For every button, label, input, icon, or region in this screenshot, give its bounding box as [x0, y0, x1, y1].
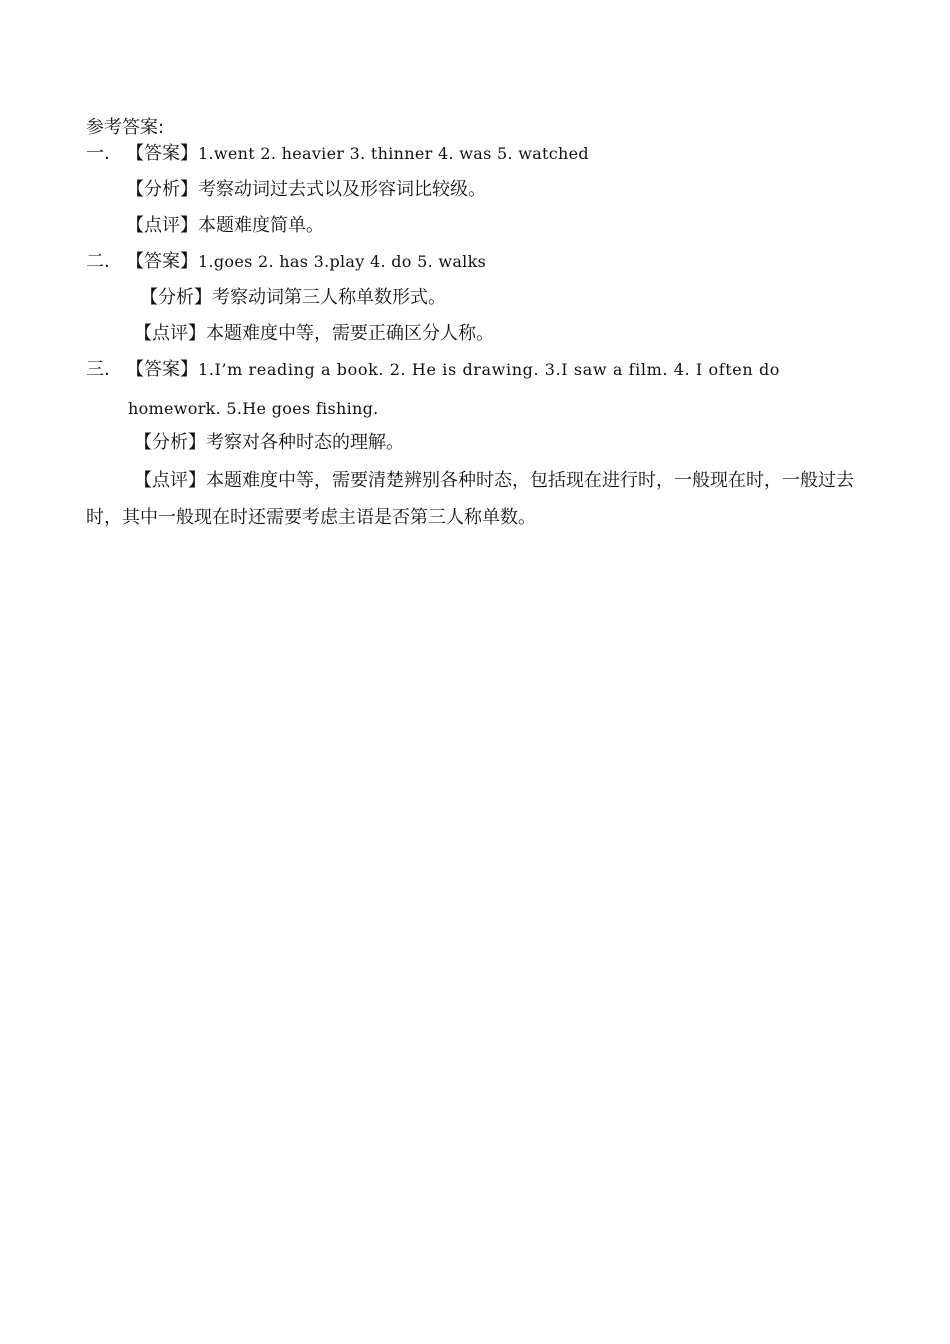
- section-2-analysis: 【分析】考察动词第三人称单数形式。: [140, 287, 446, 308]
- section-3-answer-continuation: homework. 5.He goes fishing.: [128, 399, 379, 418]
- section-2-answer-text: 1.goes 2. has 3.play 4. do 5. walks: [198, 252, 487, 271]
- section-3-number: 三.: [86, 359, 110, 380]
- section-1-answer-line: [86, 142, 589, 166]
- section-1-comment: 【点评】本题难度简单。: [126, 215, 324, 236]
- section-2-number: 二.: [86, 251, 110, 272]
- answer-key-heading: 参考答案:: [86, 117, 165, 138]
- section-2-answer-line: [86, 250, 486, 274]
- section-2-comment: 【点评】本题难度中等，需要正确区分人称。: [134, 323, 494, 344]
- section-1-analysis: 【分析】考察动词过去式以及形容词比较级。: [126, 179, 486, 200]
- section-3-answer-line: [86, 358, 780, 382]
- section-3-comment: 【点评】本题难度中等，需要清楚辨别各种时态，包括现在进行时，一般现在时，一般过去时，其中一般现在时还需要考虑主语是否第三人称单数。: [86, 470, 854, 528]
- section-1-answer-tag: 【答案】: [126, 143, 198, 164]
- section-1-answer-text: 1.went 2. heavier 3. thinner 4. was 5. watched: [198, 144, 589, 163]
- section-3-answer-tag: 【答案】: [126, 359, 198, 380]
- section-3-analysis: 【分析】考察对各种时态的理解。: [134, 432, 404, 453]
- section-3-answer-text: 1.I’m reading a book. 2. He is drawing. 3.I saw a film. 4. I often do: [198, 360, 781, 379]
- section-1-number: 一.: [86, 143, 110, 164]
- section-2-answer-tag: 【答案】: [126, 251, 198, 272]
